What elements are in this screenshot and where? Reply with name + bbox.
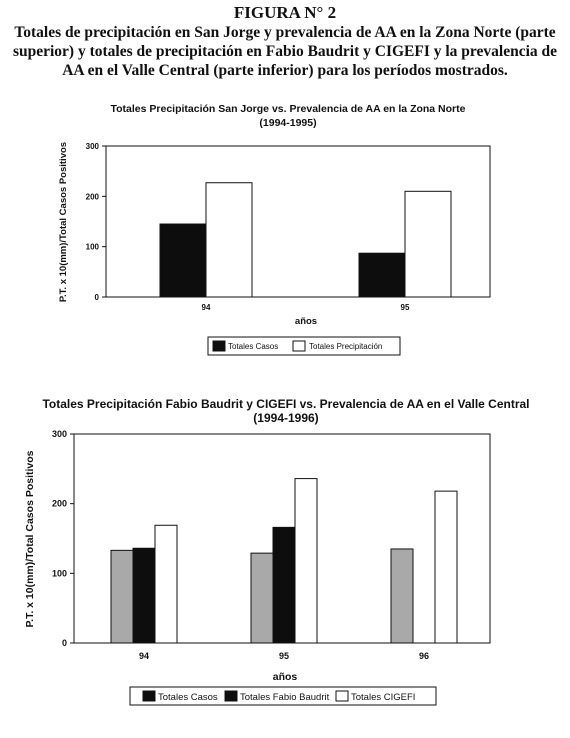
chart-2-legend-swatch-cigefi [336,691,348,701]
chart-2-bar-totales-cigefi-94 [155,525,177,643]
chart-1-y-tick-label: 300 [85,142,99,151]
chart-1-x-tick-label-95: 95 [400,303,410,312]
chart-1-legend-label-casos: Totales Casos [228,342,279,351]
chart-2-legend-label-fabio-baudrit: Totales Fabio Baudrit [240,692,330,703]
chart-1-y-tick-label: 0 [94,293,99,302]
chart-san-jorge [0,96,570,361]
chart-1-legend-label-precipitacion: Totales Precipitación [309,342,383,351]
chart-2-y-tick-label: 200 [51,498,67,509]
chart-1-x-axis-label: años [294,316,318,327]
chart-2-bars [111,479,457,643]
chart-2-bar-totales-cigefi-95 [295,479,317,643]
chart-2-x-tick-label-96: 96 [418,651,430,661]
chart-1-title: Totales Precipitación San Jorge vs. Prevalencia de AA en la Zona Norte [110,103,466,115]
chart-1-subtitle: (1994-1995) [259,117,317,129]
chart-2-x-axis-label: años [272,671,298,683]
chart-1-y-tick-label: 200 [85,192,99,202]
chart-2-legend-swatch-fabio-baudrit [225,691,237,701]
chart-1-x-ticks [202,303,410,312]
chart-2-legend-label-casos: Totales Casos [158,692,218,703]
chart-2-y-tick-label: 300 [51,429,67,439]
chart-2-bar-totales-fabio-baudrit-95 [273,527,295,643]
chart-valle-central [0,390,570,720]
chart-1-y-ticks [86,142,106,302]
chart-1-legend-swatch-precipitacion [293,341,305,351]
chart-1-y-tick-label: 100 [85,242,99,252]
figure-number: FIGURA N° 2 [233,3,337,22]
chart-2-bar-totales-fabio-baudrit-94 [133,548,155,643]
chart-1-bar-totales-precipitación-95 [405,191,451,297]
chart-1-x-tick-label-94: 94 [201,303,211,312]
chart-2-y-tick-label: 100 [51,568,67,579]
chart-2-bar-totales-cigefi-96 [435,491,457,643]
chart-1-y-axis-label: P.T. x 10(mm)/Total Casos Positivos [58,141,69,303]
chart-2-bar-totales-casos-96 [391,549,413,643]
chart-2-bar-totales-casos-95 [251,553,273,643]
chart-1-legend-swatch-casos [213,341,225,351]
figure-header [0,0,570,80]
chart-2-y-ticks [52,429,74,648]
chart-2-legend-label-cigefi: Totales CIGEFI [351,692,416,703]
chart-1-bars [160,183,451,297]
chart-2-subtitle: (1994-1996) [253,411,319,425]
chart-2-y-tick-label: 0 [61,638,67,648]
chart-2-y-axis-label: P.T. x 10(mm)/Total Casos Positivos [24,450,36,628]
chart-1-bar-totales-precipitación-94 [206,183,252,297]
chart-2-legend-swatch-casos [143,691,155,701]
chart-2-bar-totales-casos-94 [111,550,133,643]
chart-2-title: Totales Precipitación Fabio Baudrit y CIGEFI vs. Prevalencia de AA en el Valle Central [42,397,530,411]
chart-2-x-ticks [139,651,429,661]
chart-1-bar-totales-casos-95 [359,253,405,297]
chart-2-x-tick-label-95: 95 [278,651,290,661]
figure-caption: Totales de precipitación en San Jorge y prevalencia de AA en la Zona Norte (parte superior) y totales de precipitación en Fabio Baudrit y CIGEFI y la prevalencia de AA en el Valle Central (parte inferior) para los períodos mostrados. [12,24,558,79]
chart-2-x-tick-label-94: 94 [138,651,150,661]
chart-1-bar-totales-casos-94 [160,224,206,297]
